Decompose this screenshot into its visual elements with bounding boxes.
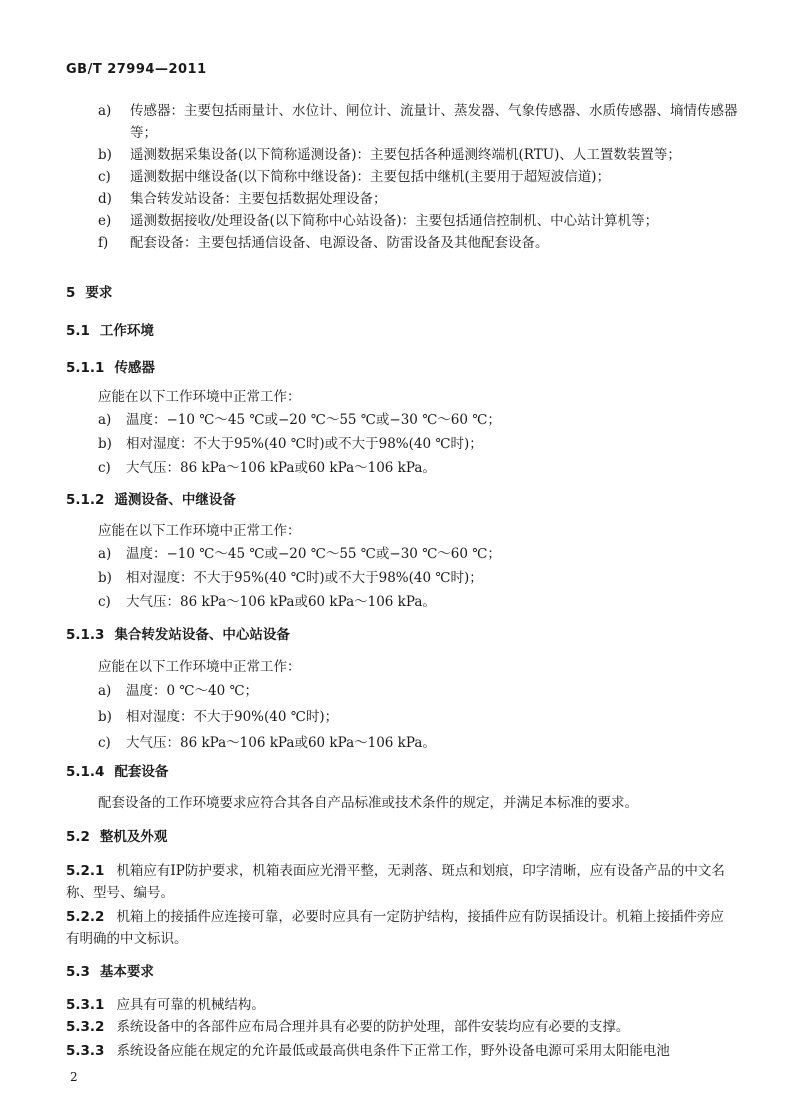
clause-5-3-2 [66,1016,736,1038]
section-title: 要求 [85,285,113,301]
document-header: GB/T 27994—2011 [66,62,207,77]
clause-text: 应具有可靠的机械结构。 [116,997,265,1013]
section-number: 5 [66,285,76,301]
section-title: 工作环境 [99,323,154,339]
list-text: 遥测数据采集设备(以下简称遥测设备)：主要包括各种遥测终端机(RTU)、人工置数装置等； [130,147,681,163]
section-number: 5.2 [66,829,90,845]
list-marker: a) [98,546,112,562]
list-text: 传感器：主要包括雨量计、水位计、闸位计、流量计、蒸发器、气象传感器、水质传感器、墒情传感器等； [130,103,738,141]
section-number: 5.3 [66,964,90,980]
list-marker: c) [98,169,111,185]
section-5-1-3-list [98,680,738,754]
clause-number: 5.3.1 [66,997,105,1013]
list-item [98,144,738,166]
list-marker: c) [98,594,111,610]
section-5-1-2-heading [66,490,236,510]
list-item [98,409,738,431]
section-5-heading [66,283,112,303]
list-text: 大气压：86 kPa～106 kPa或60 kPa～106 kPa。 [126,594,436,610]
list-marker: a) [98,103,112,119]
page-number: 2 [70,1070,78,1084]
intro-list [98,100,738,254]
section-5-1-3-heading [66,625,290,645]
list-marker: a) [98,412,112,428]
section-5-1-3-lead: 应能在以下工作环境中正常工作： [98,659,301,675]
list-item [98,591,738,613]
section-5-2-heading [66,827,167,847]
section-title: 基本要求 [99,964,154,980]
clause-text: 机箱上的接插件应连接可靠，必要时应具有一定防护结构，接插件应有防误插设计。机箱上接插件旁应有明确的中文标识。 [66,909,724,947]
list-item [98,706,738,728]
section-number: 5.1.3 [66,627,105,643]
list-item [98,680,738,702]
clause-number: 5.2.1 [66,863,105,879]
list-text: 温度：−10 ℃～45 ℃或−20 ℃～55 ℃或−30 ℃～60 ℃； [126,546,501,562]
list-text: 配套设备：主要包括通信设备、电源设备、防雷设备及其他配套设备。 [130,235,549,251]
section-title: 集合转发站设备、中心站设备 [114,627,290,643]
section-number: 5.1 [66,323,90,339]
clause-number: 5.2.2 [66,909,105,925]
list-item [98,732,738,754]
section-number: 5.1.4 [66,764,105,780]
list-item [98,100,738,144]
section-5-1-2-list [98,543,738,613]
list-text: 大气压：86 kPa～106 kPa或60 kPa～106 kPa。 [126,460,436,476]
section-5-1-4-heading [66,762,168,782]
list-marker: e) [98,213,112,229]
list-text: 相对湿度：不大于90%(40 ℃时)； [126,709,339,725]
clause-text: 机箱应有IP防护要求，机箱表面应光滑平整，无剥落、斑点和划痕，印字清晰，应有设备产品的中文名称、型号、编号。 [66,863,725,901]
clause-5-2-1 [66,860,736,904]
section-number: 5.1.1 [66,360,105,376]
section-title: 传感器 [114,360,155,376]
section-title: 遥测设备、中继设备 [114,492,236,508]
list-item [98,457,738,479]
list-marker: b) [98,709,112,725]
list-text: 相对湿度：不大于95%(40 ℃时)或不大于98%(40 ℃时)； [126,436,483,452]
list-text: 遥测数据中继设备(以下简称中继设备)：主要包括中继机(主要用于超短波信道)； [130,169,611,185]
section-5-3-heading [66,962,154,982]
section-5-1-heading [66,321,154,341]
clause-5-3-1 [66,994,736,1016]
list-item [98,232,738,254]
clause-5-2-2 [66,906,736,950]
list-marker: c) [98,460,111,476]
list-text: 相对湿度：不大于95%(40 ℃时)或不大于98%(40 ℃时)； [126,570,483,586]
list-text: 大气压：86 kPa～106 kPa或60 kPa～106 kPa。 [126,735,436,751]
clause-text: 系统设备应能在规定的允许最低或最高供电条件下正常工作，野外设备电源可采用太阳能电池 [116,1043,670,1059]
list-marker: d) [98,191,112,207]
section-5-1-1-lead: 应能在以下工作环境中正常工作： [98,389,301,405]
list-marker: c) [98,735,111,751]
section-5-1-1-list [98,409,738,479]
list-text: 遥测数据接收/处理设备(以下简称中心站设备)：主要包括通信控制机、中心站计算机等； [130,213,659,229]
section-title: 配套设备 [114,764,169,780]
list-item [98,543,738,565]
list-marker: a) [98,683,112,699]
section-5-1-2-lead: 应能在以下工作环境中正常工作： [98,523,301,539]
list-item [98,188,738,210]
clause-number: 5.3.2 [66,1019,105,1035]
list-item [98,567,738,589]
clause-number: 5.3.3 [66,1043,105,1059]
list-marker: b) [98,570,112,586]
clause-text: 系统设备中的各部件应布局合理并具有必要的防护处理，部件安装均应有必要的支撑。 [116,1019,630,1035]
list-marker: b) [98,436,112,452]
clause-5-3-3 [66,1040,736,1062]
list-item [98,433,738,455]
section-number: 5.1.2 [66,492,105,508]
list-item [98,166,738,188]
section-title: 整机及外观 [99,829,168,845]
list-item [98,210,738,232]
section-5-1-1-heading [66,358,155,378]
list-text: 温度：−10 ℃～45 ℃或−20 ℃～55 ℃或−30 ℃～60 ℃； [126,412,501,428]
section-5-1-4-text: 配套设备的工作环境要求应符合其各自产品标准或技术条件的规定，并满足本标准的要求。 [98,795,638,811]
list-marker: f) [98,235,109,251]
list-text: 温度：0 ℃～40 ℃； [126,683,259,699]
list-marker: b) [98,147,112,163]
list-text: 集合转发站设备：主要包括数据处理设备； [130,191,387,207]
